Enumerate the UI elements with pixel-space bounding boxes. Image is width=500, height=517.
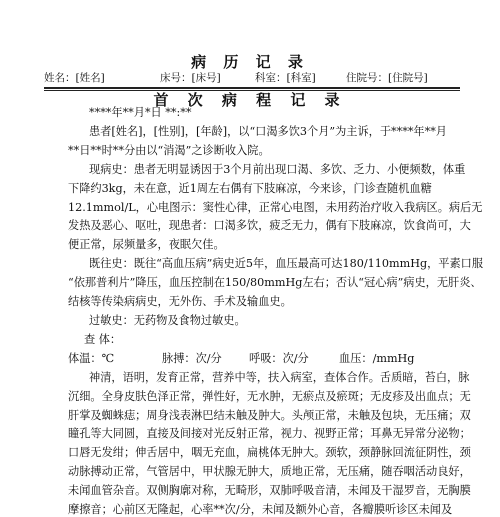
present-illness-line-1: 现病史：患者无明显诱因于3个月前出现口渴、多饮、乏力、小便频数，体重	[89, 162, 466, 176]
exam-line-7: 未闻血管杂音。双侧胸廓对称，无畸形，双肺呼吸音清，未闻及干湿罗音，无胸膜	[68, 484, 471, 498]
bed-number: 床号：[床号]	[160, 72, 221, 84]
exam-line-5: 口唇无发绀；伸舌居中，咽无充血，扁桃体无肿大。颈软，颈静脉回流征阴性，颈	[68, 446, 471, 460]
exam-line-1: 神清，语明，发育正常，营养中等，扶入病室，查体合作。舌质暗，苔白，脉	[89, 370, 470, 384]
section-title: 首 次 病 程 记 录	[153, 91, 347, 109]
exam-line-3: 肝掌及蜘蛛痣；周身浅表淋巴结未触及肿大。头颅正常，未触及包块，无压痛；双	[68, 408, 471, 422]
allergy-history: 过敏史：无药物及食物过敏史。	[89, 314, 246, 327]
patient-name: 姓名：[姓名]	[44, 72, 105, 84]
exam-line-8: 摩擦音；心前区无隆起，心率**次/分，未闻及额外心音，各瓣膜听诊区未闻及	[68, 503, 453, 516]
past-history-line-3: 结核等传染病病史，无外伤、手术及输血史。	[68, 295, 292, 308]
patient-header	[44, 70, 456, 86]
exam-line-2: 沉细。全身皮肤色泽正常，弹性好，无水肿，无瘀点及瘀斑；无皮疹及出血点；无	[68, 389, 471, 403]
present-illness-line-5: 便正常，尿频量多，夜眠欠佳。	[68, 238, 225, 252]
chief-complaint-line-1: 患者[姓名]，[性别]，[年龄]，以“口渴多饮3个月”为主诉，于****年**月	[89, 124, 447, 138]
vital-pulse: 脉搏：次/分	[162, 351, 222, 365]
admission-number: 住院号：[住院号]	[346, 72, 428, 84]
present-illness-line-4: 发热及恶心、呕吐，现患者：口渴多饮，疲乏无力，偶有下肢麻凉，饮食尚可，大	[68, 219, 471, 233]
document-title: 病 历 记 录	[191, 53, 309, 71]
past-history-line-2: “依那普利片”降压，血压控制在150/80mmHg左右；否认“冠心病”病史，无肝炎、	[68, 276, 482, 290]
vital-blood-pressure: 血压：/mmHg	[339, 351, 415, 365]
exam-line-6: 动脉搏动正常，气管居中，甲状腺无肿大，质地正常，无压痛，随吞咽活动良好，	[68, 465, 471, 479]
chief-complaint-line-2: **日**时**分由以“消渴”之诊断收入院。	[68, 143, 270, 157]
present-illness-line-2: 下降约3kg，未在意，近1周左右偶有下肢麻凉，今来诊，门诊查随机血糖	[68, 181, 432, 195]
present-illness-line-3: 12.1mmol/L，心电图示：窦性心律，正常心电图，未用药治疗收入我病区。病后无	[68, 200, 483, 214]
vital-respiration: 呼吸：次/分	[249, 351, 309, 365]
vital-temperature: 体温：℃	[68, 351, 115, 365]
record-datetime: ****年**月*日 **:**	[89, 106, 192, 119]
physical-exam-label: 查 体：	[84, 332, 122, 346]
exam-line-4: 瞳孔等大同圆，直接及间接对光反射正常，视力、视野正常；耳鼻无异常分泌物；	[68, 427, 471, 441]
department: 科室：[科室]	[255, 72, 316, 84]
past-history-line-1: 既往史：既往“高血压病”病史近5年，血压最高可达180/110mmHg，平素口服	[89, 257, 484, 271]
